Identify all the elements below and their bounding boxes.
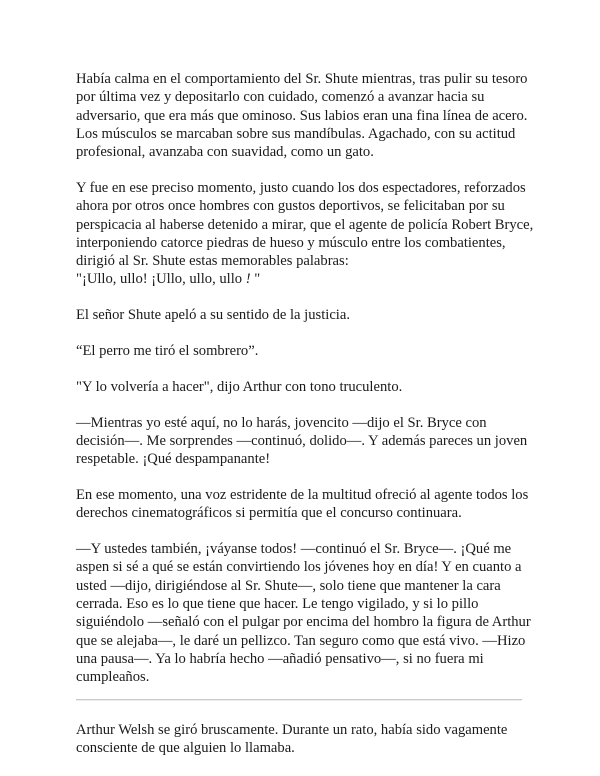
quoted-speech-close: "	[250, 271, 261, 288]
quoted-speech: "¡Ullo, ullo! ¡Ullo, ullo, ullo	[76, 271, 246, 288]
paragraph	[76, 179, 538, 289]
paragraph: Había calma en el comportamiento del Sr. Shute mientras, tras pulir su tesoro por última vez y depositarlo con cuidado, comenzó a avanzar hacia su adversario, que era más que ominoso. Sus labios eran una fina línea de acero. Los músculos se marcaban sobre sus mandíbulas. Agachado, con su actitud profesional, avanzaba con suavidad, como un gato.	[76, 71, 528, 161]
section-divider	[76, 699, 522, 701]
document-body	[76, 70, 538, 775]
paragraph: —Mientras yo esté aquí, no lo harás, jovencito —dijo el Sr. Bryce con decisión—. Me sorprendes —continuó, dolido—. Y además pareces un joven respetable. ¡Qué despampanante!	[76, 414, 528, 468]
paragraph: “El perro me tiró el sombrero”.	[76, 343, 259, 360]
paragraph: Arthur Welsh se giró bruscamente. Durante un rato, había sido vagamente consciente de que alguien lo llamaba.	[76, 721, 508, 756]
paragraph-text: Y fue en ese preciso momento, justo cuando los dos espectadores, reforzados ahora por otros once hombres con gustos deportivos, se felicitaban por su perspicacia al haberse detenido a mirar, que el agente de policía Robert Bryce, interponiendo catorce piedras de hueso y músculo entre los combatientes, dirigió al Sr. Shute estas memorables palabras:	[76, 179, 534, 270]
paragraph: El señor Shute apeló a su sentido de la justicia.	[76, 307, 350, 324]
paragraph: —Y ustedes también, ¡váyanse todos! —continuó el Sr. Bryce—. ¡Qué me aspen si sé a qué se están convirtiendo los jóvenes hoy en día! Y en cuanto a usted —dijo, dirigiéndose al Sr. Shute—, solo tiene que mantener la cara cerrada. Eso es lo que tiene que hacer. Le tengo vigilado, y si lo pillo siguiéndolo —señaló con el pulgar por encima del hombro la figura de Arthur que se alejaba—, le daré un pellizco. Tan seguro como que está vivo. —Hizo una pausa—. Ya lo habría hecho —añadió pensativo—, si no fuera mi cumpleaños.	[76, 541, 531, 686]
quoted-speech-exclamation: !	[245, 271, 251, 288]
paragraph: En ese momento, una voz estridente de la multitud ofreció al agente todos los derechos cinematográficos si permitía que el concurso continuara.	[76, 487, 529, 522]
paragraph: "Y lo volvería a hacer", dijo Arthur con tono truculento.	[76, 378, 403, 395]
